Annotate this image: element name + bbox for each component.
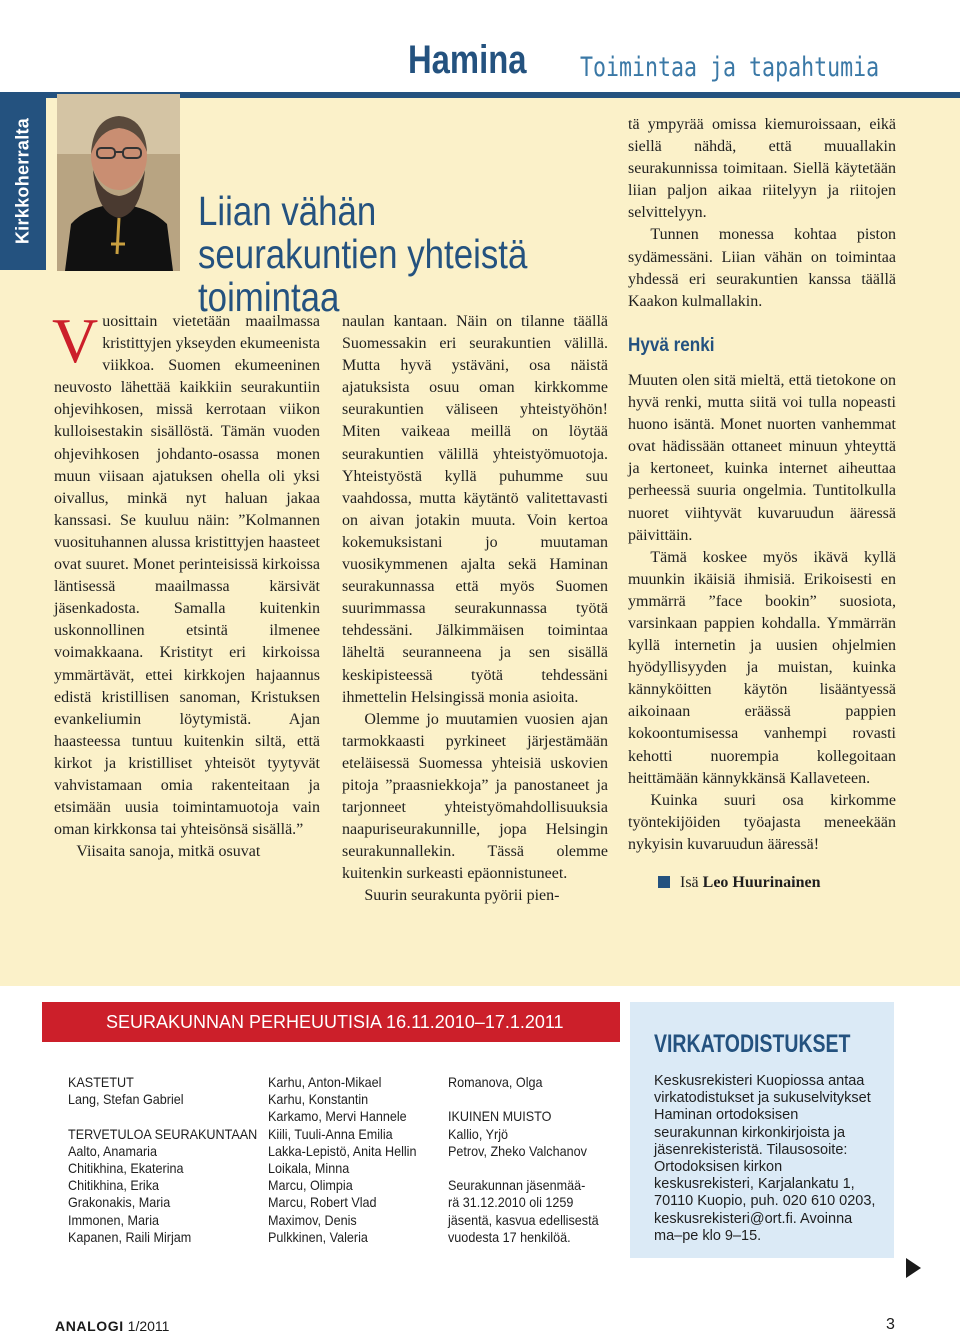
family-news-title: SEURAKUNNAN PERHEUUTISIA 16.11.2010–17.1.2011 [42,1002,620,1042]
news-line: Karhu, Konstantin [268,1091,369,1108]
news-line: Pulkkinen, Valeria [268,1228,368,1245]
news-line: Chitikhina, Erika [68,1177,160,1194]
news-line [448,1091,599,1108]
magazine-name: ANALOGI [55,1318,124,1334]
paragraph-text: uosittain vietetään maailmassa kristittyjen ykseyden ekumeenista viikkoa. Suomen ekumeeninen neuvosto lähettää kaikkiin seurakuntiin ohjevihkosen, missä kerrotaan viikon kulloisestakin sisällöstä. Tämän vuoden ohjevihkosen johdanto-osassa monen muun viisaan ajatuksen ohella oli yksi oivallus, minkä nyt haluan jakaa kanssasi. Se kuuluu näin: ”Kolmannen vuosituhannen alussa kristittyjen haasteet ovat suuret. Monet perinteisissä kirkoissa läntisessä maailmassa kärsivät jäsenkadosta. Samalla kuitenkin uskonnollinen etsintä ilmenee voimakkaana. Kristityt eri kirkoissa ymmärtävät, ettei kirkkojen hajaannus edistä kristillisen sanoman, Kristuksen evankeliumin löytymistä. Ajan haasteessa tuntuu kuitenkin siltä, että kirkot ja kristilliset yhteisöt tyytyvät vahvistamaan omia rakenteitaan ja etsimään uusia toimintamuotoja vain oman kirkkonsa tai yhteisönsä sisällä.” [54,313,320,839]
news-line: Kallio, Yrjö [448,1125,509,1142]
author-photo [57,94,180,271]
news-line: TERVETULOA SEURAKUNTAAN [68,1125,258,1142]
news-line: Chitikhina, Ekaterina [68,1159,184,1176]
news-line [68,1108,257,1125]
next-page-arrow-icon [906,1258,921,1278]
signature-prefix: Isä [680,874,699,891]
article-paragraph: Kuinka suuri osa kirkomme työntekijöiden työajasta meneekään nykyisin kuvaruudun ääressä! [628,791,896,853]
family-news-column-2 [268,1074,417,1246]
certificates-text: Keskusrekisteri Kuopiossa antaa virkatodistukset ja sukuselvitykset Haminan ortodoksisen seurakunnan kirkonkirjoista ja jäsenrekisteristä. Tilausosoite: Ortodoksisen kirkon keskusrekisteri, Karjalankatu 1, 70110 Kuopio, puh. 020 610 0203, keskusrekisteri@ort.fi. Avoinna ma–pe klo 9–15. [654,1073,876,1244]
news-line: rä 31.12.2010 oli 1259 [448,1194,574,1211]
news-line: Marcu, Olimpia [268,1177,353,1194]
article-paragraph: Tämä koskee myös ikävä kyllä muunkin ikäisiä ihmisiä. Erikoisesti en ymmärrä ”face bookin” suosiota, varsinkaan pappien kohdalla. Ymmärrän kyllä internetin ja uusien ohjelmien hyödyllisyyden ja muistan, kuinka kännyköitten käytön lisääntyessä aikoinaan eräässä pappien kokoontumisessa vanhempi rovasti kehotti nuorempia kollegoitaan heittämään kännykkänsä Kallaveteen. [628,548,896,787]
article-paragraph: Suurin seurakunta pyörii pien- [364,887,560,905]
article-paragraph: tä ympyrää omissa kiemuroissaan, eikä siellä nähdä, että muuallakin seurakunnissa toimitaan. Siellä käytetään liian paljon aikaa riitelyyn ja riitojen selvittelyyn. [628,116,896,222]
news-line [448,1160,599,1177]
news-line: IKUINEN MUISTO [448,1108,552,1125]
side-tab [0,92,46,270]
article-column-2 [342,311,608,908]
author-signature [658,872,896,894]
article-column-3 [628,114,896,894]
news-line: Romanova, Olga [448,1074,543,1090]
news-line: vuodesta 17 henkilöä. [448,1228,571,1245]
news-line: Kapanen, Raili Mirjam [68,1228,192,1245]
issue-number: 1/2011 [123,1318,170,1334]
signature-name: Leo Huurinainen [702,874,821,891]
news-line: Loikala, Minna [268,1159,350,1176]
article-paragraph: naulan kantaan. Näin on tilanne täällä Suomessakin eri seurakuntien välillä. Mutta hyvä ystäväni, osa näistä ajatuksista osuu oman kirkkomme seurakuntien väliseen yhteistyöhön! Miten vaikeaa meillä on löytää seurakuntien välillä yhteistyömuotoja. Yhteistyöstä kyllä puhumme suu vaahdossa, mutta käytäntö valitettavasti on aivan jotakin muuta. Voin kertoa kokemuksistani jo muutaman vuosikymmenen ajalta sekä Haminan seurakunnassa että myös Suomen suurimmassa seurakunnassa työtä tehdessäni. Jälkimmäisen toimintaa läheltä seuranneena ja sen sisällä keskipisteessä työtä tehdessäni ihmettelin Helsingissä monia asioita. [342,313,608,706]
priest-portrait-image [57,94,180,271]
footer-magazine [55,1318,169,1334]
subheading: Hyvä renki [628,334,715,356]
news-line: Karhu, Anton-Mikael [268,1074,382,1090]
drop-cap: V [52,305,99,376]
article-paragraph: Viisaita sanoja, mitkä osuvat [76,843,261,861]
news-line: Grakonakis, Maria [68,1194,171,1211]
news-line: Petrov, Zheko Valchanov [448,1142,587,1159]
article-column-1 [52,305,320,863]
news-line: Lang, Stefan Gabriel [68,1091,184,1108]
side-tab-label: Kirkkoherralta [12,117,33,245]
news-line: jäsentä, kasvua edellisestä [448,1211,599,1228]
page-number: 3 [886,1316,895,1333]
article-paragraph [52,305,320,841]
square-bullet-icon [658,876,670,888]
header-section: Toimintaa ja tapahtumia [580,52,880,83]
news-line: Maximov, Denis [268,1211,357,1228]
news-line: Seurakunnan jäsenmää- [448,1177,586,1194]
news-line: Karkamo, Mervi Hannele [268,1108,407,1125]
article-paragraph: Tunnen monessa kohtaa piston sydämessäni. Liian vähän on toimintaa yhdessä eri seurakuntien kanssa täällä Kaakon kulmallakin. [628,226,896,310]
article-paragraph: Muuten olen sitä mieltä, että tietokone on hyvä renki, mutta siitä voi tulla nopeasti huono isäntä. Monet nuorten vanhemmat ovat hädissään ottaneet minuun yhteyttä ja kertoneet, kuinka internet aiheuttaa perheessä suuria ongelmia. Tuntitolkulla nuoret viihtyvät kuvaruudun ääressä päivittäin. [628,371,896,544]
news-line: Kiili, Tuuli-Anna Emilia [268,1125,393,1142]
article-headline: Liian vähän seurakuntien yhteistä toimintaa [198,188,528,320]
news-line: Immonen, Maria [68,1211,160,1228]
article-paragraph: Olemme jo muutamien vuosien ajan tarmokkaasti pyrkineet järjestämään eteläisessä Suomessa yhteisiä uskovien pitoja ”praasniekkoja” ja panostaneet ja tarjonneet yhteistyömahdollisuuksia naapuriseurakunnille, jopa Helsingin seurakunnallekin. Tässä olemme kuitenkin surkeasti epäonnistuneet. [342,710,608,883]
news-line: Aalto, Anamaria [68,1142,157,1159]
header-city: Hamina [408,38,527,82]
news-line: KASTETUT [68,1074,134,1090]
news-line: Marcu, Robert Vlad [268,1194,377,1211]
family-news-column-3 [448,1074,599,1246]
certificates-title: VIRKATODISTUKSET [654,1030,851,1058]
news-line: Lakka-Lepistö, Anita Hellin [268,1142,417,1159]
family-news-column-1 [68,1074,257,1246]
